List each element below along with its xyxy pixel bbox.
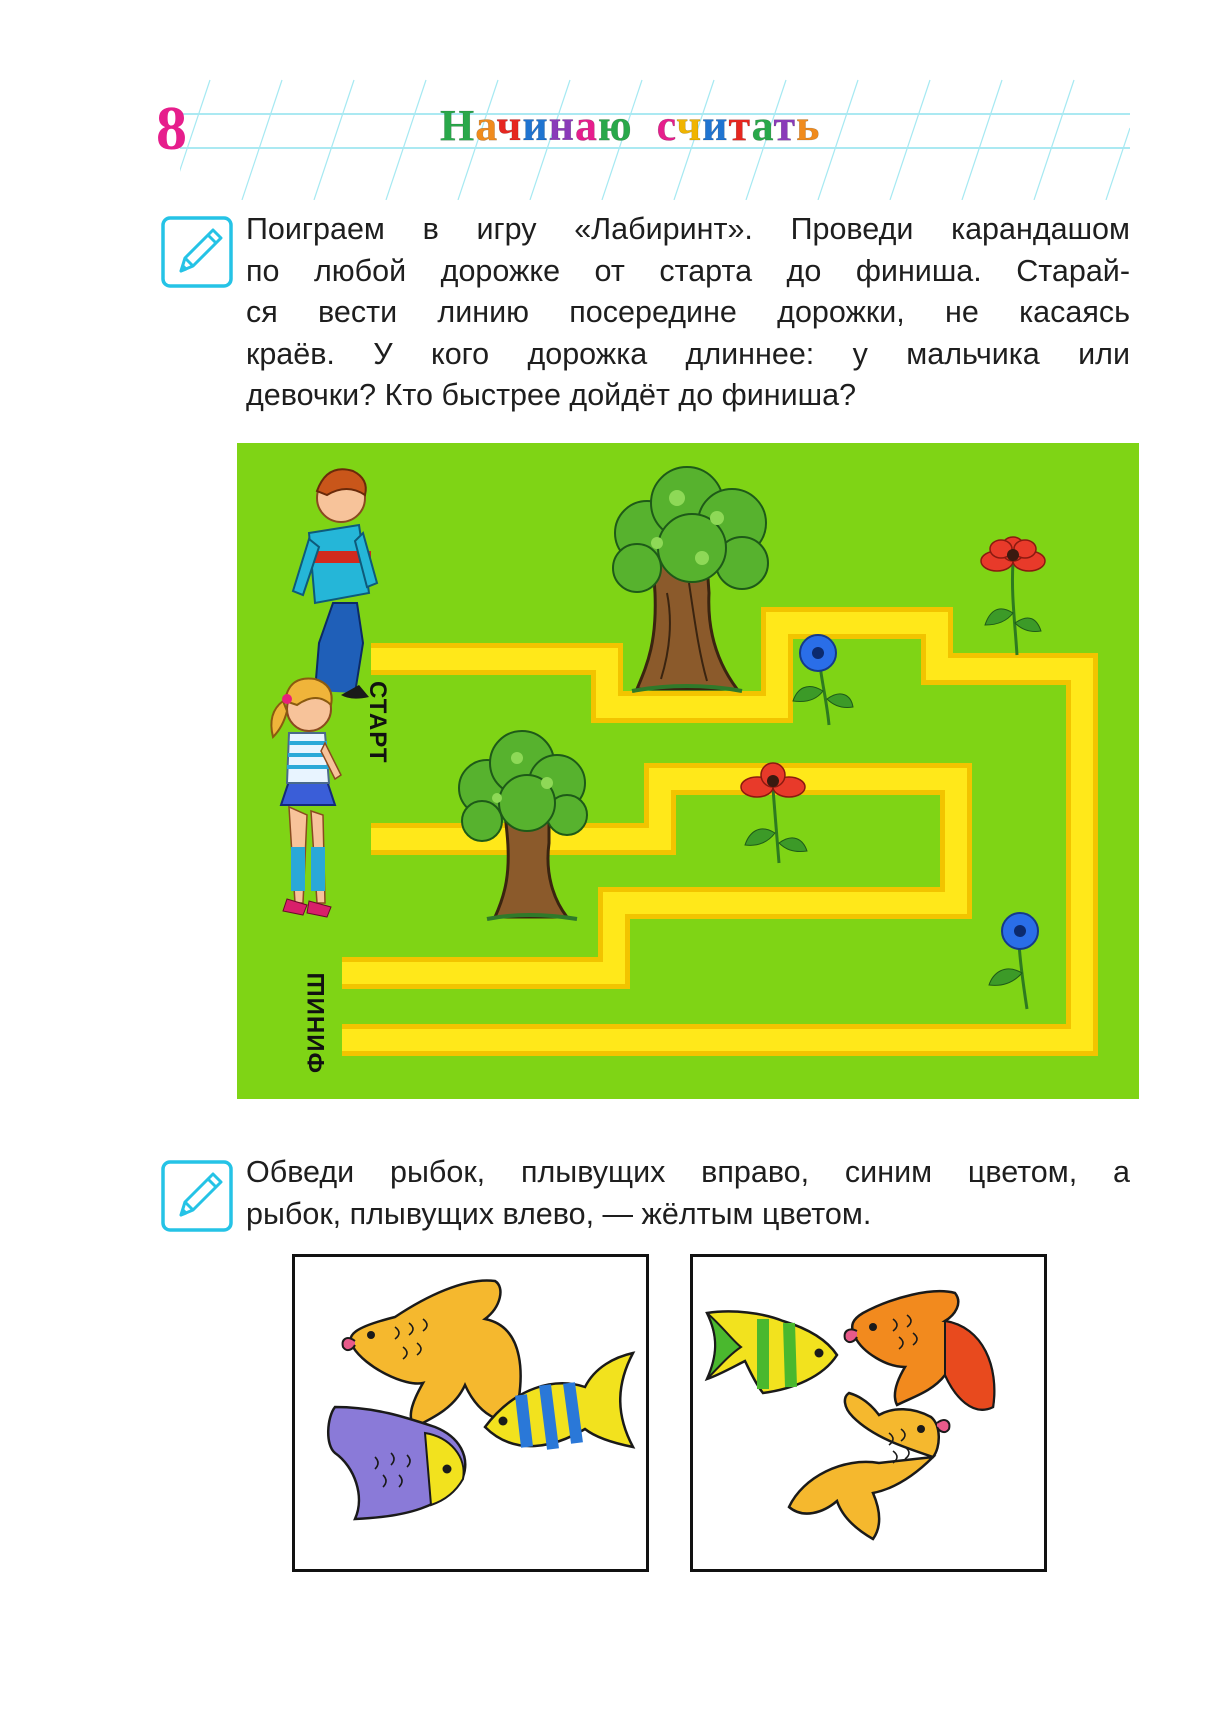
task2-instructions [246,1152,1130,1235]
title-letter [633,101,645,150]
goldfish [343,1280,521,1427]
task1-line: краёв. У кого дорожка длиннее: у мальчика или [246,336,1130,371]
task2-line: Обведи рыбок, плывущих вправо, синим цветом, а [246,1155,1130,1189]
fish-frame-left [292,1254,649,1572]
fish-group [295,1257,646,1569]
red-flower [741,763,807,863]
start-label: СТАРТ [364,681,391,764]
title-letter: ч [676,101,703,150]
task1-line: ся вести линию посередине дорожки, не касаясь [246,295,1130,329]
title-letter: а [751,101,774,150]
title-letter: т [773,101,797,150]
fish-frame-right [690,1254,1047,1572]
tree-large [613,467,768,691]
title-letter: а [475,101,497,150]
title-letter: и [522,101,549,150]
title-letter: с [656,101,677,150]
goldfish-orange [845,1291,995,1409]
task1-line: Поиграем в игру «Лабиринт». Проведи карандашом [246,212,1130,246]
page-number: 8 [156,95,187,163]
maze-panel [237,443,1139,1099]
tree-small [459,731,587,919]
title-letter: и [702,101,729,150]
title-letter: ь [796,101,821,150]
girl-figure [271,678,341,917]
title-letter: т [728,101,752,150]
boy-figure [293,469,377,698]
task1-instructions [246,209,1130,417]
red-flower [981,537,1045,655]
pencil-icon [161,1160,233,1232]
title-letter: ч [496,101,523,150]
fish-group [693,1257,1044,1569]
title-letter: Н [440,101,476,150]
angelfish-green [707,1311,837,1393]
pencil-icon [161,216,233,288]
page-title [440,101,821,150]
title-letter: н [548,101,576,150]
task2-line: рыбок, плывущих влево, — жёлтым цветом. [246,1196,872,1231]
task1-line: по любой дорожке от старта до финиша. Старай- [246,253,1130,288]
angelfish-purple [328,1407,465,1519]
blue-flower [793,635,853,725]
blue-flower [989,913,1038,1009]
finish-label: ФИНИШ [303,971,330,1073]
title-letter: а [575,101,599,150]
task1-line: девочки? Кто быстрее дойдёт до финиша? [246,378,857,412]
maze-illustration [237,443,1139,1099]
title-letter [645,101,657,150]
goldfish [789,1393,949,1539]
title-letter: ю [598,101,633,150]
